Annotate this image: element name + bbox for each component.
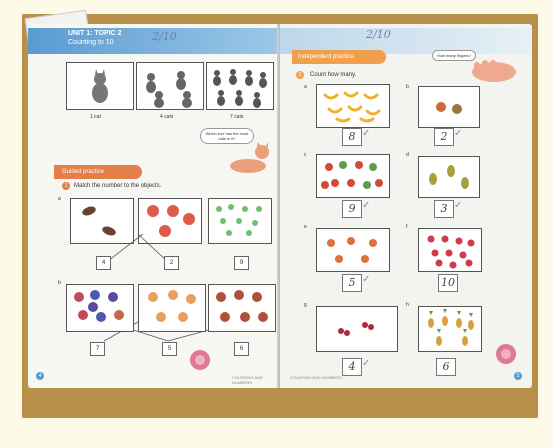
part-label-b: b (406, 84, 409, 90)
pear-icon (419, 157, 479, 197)
part-label-h: h (406, 302, 409, 308)
tick-mark: ✓ (362, 200, 371, 211)
count-box-b (418, 86, 480, 128)
match-box-b2 (138, 284, 206, 332)
independent-practice-banner: Independent practice (292, 50, 386, 64)
footer: COUNTING AND NUMBERS (290, 375, 342, 380)
footer: COUNTING AND NUMBERS (232, 375, 263, 385)
banana-icon (317, 85, 389, 127)
match-box-b3 (208, 284, 276, 332)
count-box-a (316, 84, 390, 128)
unit-title: UNIT 1: TOPIC 2 (68, 30, 122, 37)
example-label-1: 1 cat (90, 114, 101, 120)
count-box-d (418, 156, 480, 198)
tick-mark: ✓ (362, 358, 371, 369)
number-box-a2: 2 (164, 256, 179, 270)
example-label-2: 4 cats (160, 114, 174, 120)
part-label-g: g (304, 302, 307, 308)
hand-illustration (468, 58, 522, 84)
match-box-b1 (66, 284, 134, 332)
answer-box-h[interactable]: 6 (436, 358, 456, 376)
instruction: Count how many. (310, 72, 357, 78)
part-a-label: a (58, 196, 61, 202)
left-page (28, 24, 280, 388)
count-box-c (316, 154, 390, 198)
fruit-icon (419, 87, 479, 127)
answer-box-c[interactable]: 9 (342, 200, 362, 218)
cupcake-icon (67, 285, 133, 331)
part-label-e: e (304, 224, 307, 230)
berry-icon (209, 285, 275, 331)
handwritten-score: 2/10 (366, 28, 391, 41)
apple-icon (317, 155, 389, 197)
part-label-c: c (304, 152, 307, 158)
speech-bubble: How many fingers? (432, 50, 476, 61)
orange-icon (317, 229, 389, 271)
example-label-3: 7 cats (230, 114, 244, 120)
number-box-a3: 9 (234, 256, 249, 270)
part-label-d: d (406, 152, 409, 158)
page-number: 5 (514, 372, 522, 380)
tick-mark: ✓ (454, 128, 463, 139)
number-box-b2: 5 (162, 342, 177, 356)
number-box-a1: 4 (96, 256, 111, 270)
stamp-icon (494, 342, 518, 366)
count-box-e (316, 228, 390, 272)
workbook (28, 24, 532, 388)
answer-box-e[interactable]: 5 (342, 274, 362, 292)
stamp-icon (188, 348, 212, 372)
count-box-h (418, 306, 482, 352)
part-label-a: a (304, 84, 307, 90)
tick-mark: ✓ (454, 200, 463, 211)
matching-lines (28, 24, 280, 388)
answer-box-a[interactable]: 8 (342, 128, 362, 146)
right-page (280, 24, 532, 388)
answer-box-d[interactable]: 3 (434, 200, 454, 218)
answer-box-f[interactable]: 10 (438, 274, 458, 292)
answer-box-b[interactable]: 2 (434, 128, 454, 146)
question-number: 1 (62, 182, 70, 190)
part-label-f: f (406, 224, 408, 230)
strawberry-icon (419, 229, 481, 271)
cherry-icon (317, 307, 397, 351)
handwritten-score: 2/10 (152, 30, 177, 43)
question-number: 2 (296, 71, 304, 79)
part-b-label: b (58, 280, 61, 286)
tick-mark: ✓ (362, 128, 371, 139)
count-box-g (316, 306, 398, 352)
topic-title: Counting to 10 (68, 39, 114, 46)
instruction: Match the number to the objects. (74, 183, 162, 189)
pineapple-icon (419, 307, 481, 351)
count-box-f (418, 228, 482, 272)
number-box-b3: 6 (234, 342, 249, 356)
page-number: 4 (36, 372, 44, 380)
flower-icon (139, 285, 205, 331)
answer-box-g[interactable]: 4 (342, 358, 362, 376)
number-box-b1: 7 (90, 342, 105, 356)
guided-practice-banner: Guided practice (54, 165, 142, 179)
speech-bubble: Which box has the most cats in it? (200, 128, 254, 144)
tick-mark: ✓ (362, 274, 371, 285)
